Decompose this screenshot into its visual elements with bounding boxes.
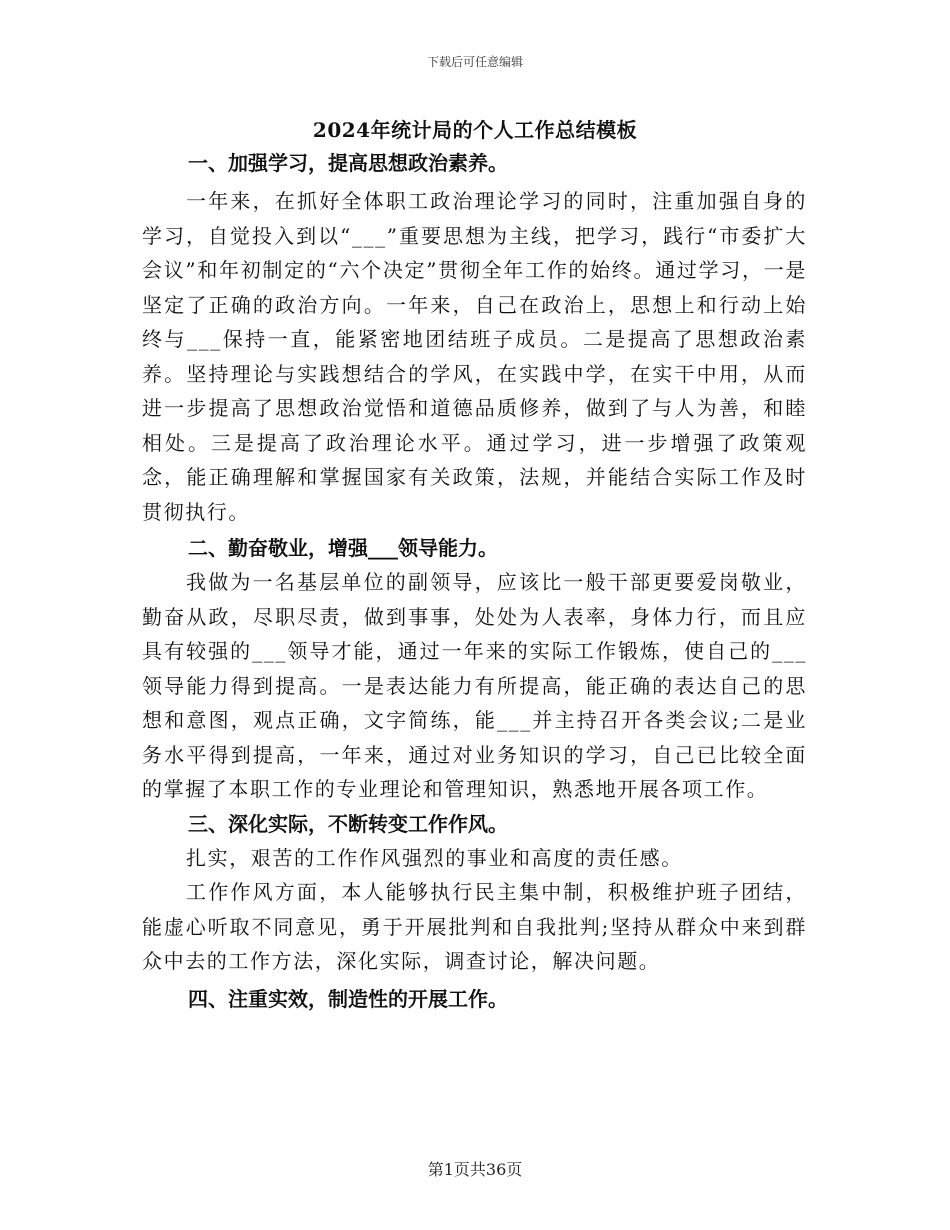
header-note: 下载后可任意编辑 — [426, 55, 523, 69]
section-heading-3: 三、深化实际，不断转变工作作风。 — [188, 811, 508, 836]
section-3-paragraph-1: 扎实，艰苦的工作作风强烈的事业和高度的责任感。 — [186, 845, 683, 870]
page-footer: 第1页共36页 — [427, 1160, 523, 1179]
section-3-paragraph-2: 工作作风方面，本人能够执行民主集中制，积极维护班子团结，能虚心听取不同意见，勇于开展批判和自我批判;坚持从群众中来到群众中去的工作方法，深化实际，调查讨论，解决问题。 — [142, 880, 807, 973]
document-body — [142, 146, 807, 1016]
document-title: 2024年统计局的个人工作总结模板 — [312, 118, 638, 142]
section-heading-2: 二、勤奋敬业，增强___领导能力。 — [188, 536, 498, 560]
section-2-paragraph-1: 我做为一名基层单位的副领导，应该比一般干部更要爱岗敬业，勤奋从政，尽职尽责，做到事事，处处为人表率，身体力行，而且应具有较强的___领导才能，通过一年来的实际工作锻炼，使自己的___领导能力得到提高。一是表达能力有所提高，能正确的表达自己的思想和意图，观点正确，文字简练，能___并主持召开各类会议;二是业务水平得到提高，一年来，通过对业务知识的学习，自己已比较全面的掌握了本职工作的专业理论和管理知识，熟悉地开展各项工作。 — [142, 570, 807, 801]
section-1-paragraph-1: 一年来，在抓好全体职工政治理论学习的同时，注重加强自身的学习，自觉投入到以“___”重要思想为主线，把学习，践行“市委扩大会议”和年初制定的“六个决定”贯彻全年工作的始终。通过学习，一是坚定了正确的政治方向。一年来，自己在政治上，思想上和行动上始终与___保持一直，能紧密地团结班子成员。二是提高了思想政治素养。坚持理论与实践想结合的学风，在实践中学，在实干中用，从而进一步提高了思想政治觉悟和道德品质修养，做到了与人为善，和睦相处。三是提高了政治理论水平。通过学习，进一步增强了政策观念，能正确理解和掌握国家有关政策，法规，并能结合实际工作及时贯彻执行。 — [142, 189, 807, 524]
section-heading-1: 一、加强学习，提高思想政治素养。 — [188, 151, 508, 175]
section-heading-4: 四、注重实效，制造性的开展工作。 — [188, 986, 508, 1011]
